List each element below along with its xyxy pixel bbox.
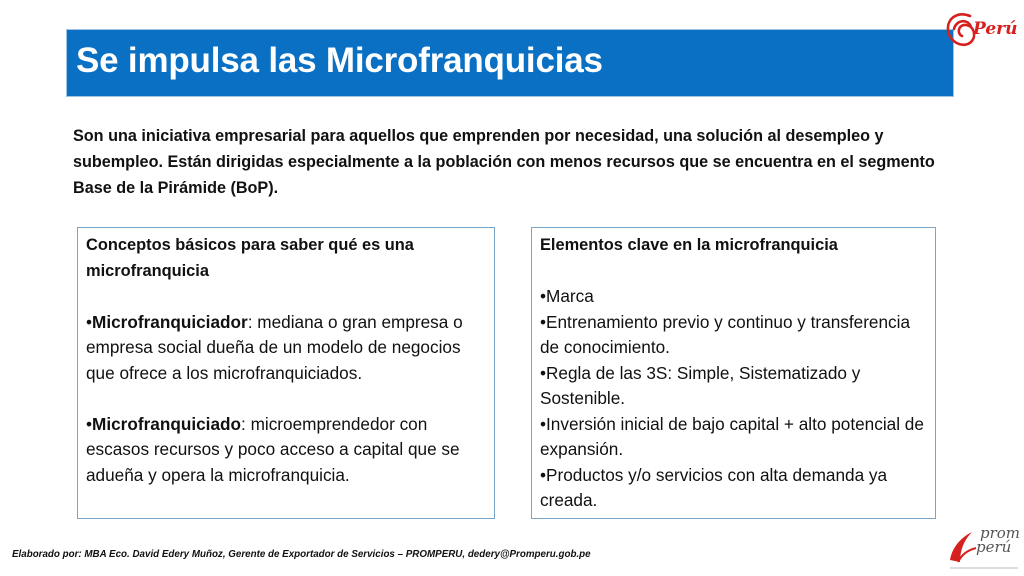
key-elements-box-title: Elementos clave en la microfranquicia [540,236,838,254]
slide-title: Se impulsa las Microfranquicias [76,41,603,80]
key-element-item: •Marca [540,286,594,306]
title-bar [66,29,954,97]
concept-term: Microfranquiciador [92,311,248,332]
key-element-item: •Regla de las 3S: Simple, Sistematizado y Sostenible. [540,362,861,408]
promperu-logo-line2: perú [976,538,1012,556]
key-element-item: •Inversión inicial de bajo capital + alto potencial de expansión. [540,413,924,459]
promperu-logo-line1: prom [980,524,1021,542]
concept-description: : microemprendedor con escasos recursos y poco acceso a capital que se adueña y opera la microfranquicia. [86,413,460,485]
key-element-item: •Productos y/o servicios con alta demanda ya creada. [540,464,888,510]
concept-term: Microfranquiciado [92,413,242,434]
intro-paragraph: Son una iniciativa empresarial para aquellos que emprenden por necesidad, una solución al desempleo y subempleo. Están dirigidas especialmente a la población con menos recursos que se encuentra en el segmento Base de la Pirámide (BoP). [73,127,935,197]
concepts-box-title: Conceptos básicos para saber qué es una microfranquicia [86,236,414,280]
concept-item: •Microfranquiciado: microemprendedor con escasos recursos y poco acceso a capital que se adueña y opera la microfranquicia. [86,413,460,485]
peru-logo-text: Perú [973,19,1018,39]
key-element-item: •Entrenamiento previo y continuo y transferencia de conocimiento. [540,311,911,357]
promperu-logo [946,522,1020,572]
concept-description: : mediana o gran empresa o empresa social dueña de un modelo de negocios que ofrece a los microfranquiciados. [86,311,463,383]
concept-item: •Microfranquiciador: mediana o gran empresa o empresa social dueña de un modelo de negocios que ofrece a los microfranquiciados. [86,311,463,383]
concepts-box [77,227,495,519]
key-elements-box [531,227,936,519]
peru-logo [944,8,1020,52]
footer-credit: Elaborado por: MBA Eco. David Edery Muñoz, Gerente de Exportador de Servicios – PROMPERU, dedery@Promperu.gob.pe [12,549,591,560]
